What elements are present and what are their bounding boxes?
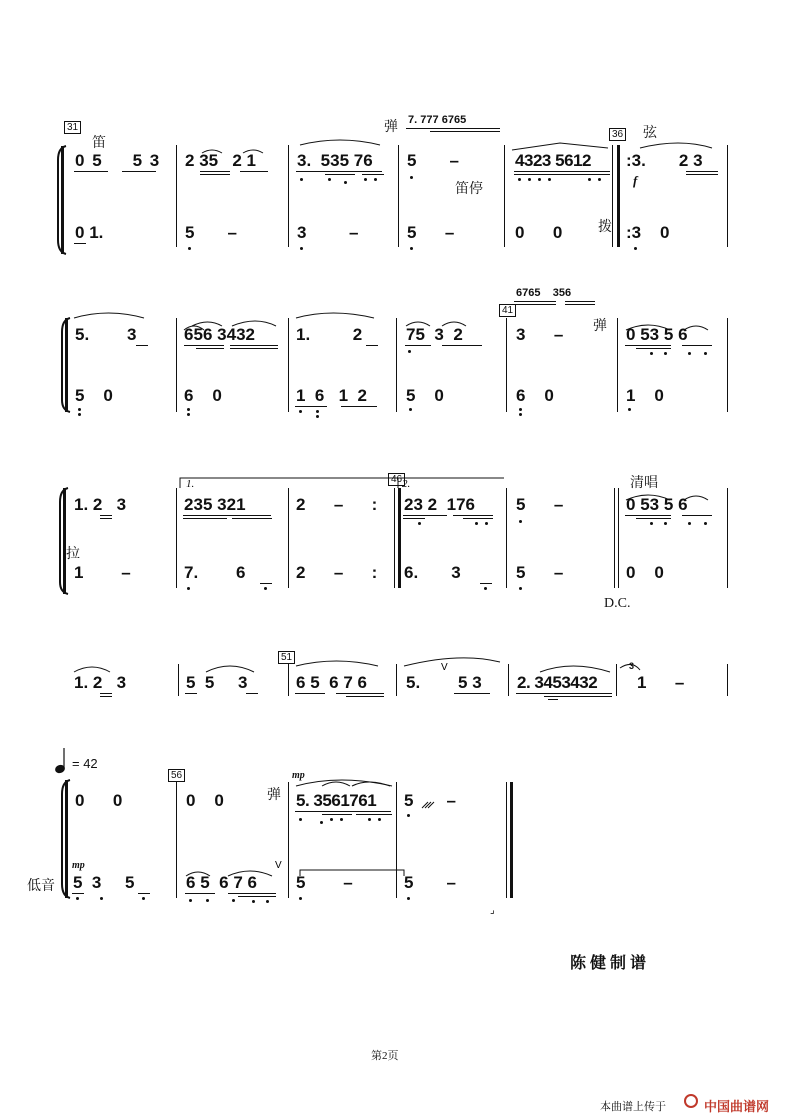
measure-48-upper: 0 53 5 6 — [626, 495, 688, 514]
measure-number: 31 — [64, 121, 81, 134]
measure-number: 51 — [278, 651, 295, 664]
measure-58-upper: 5 – — [404, 791, 456, 810]
measure-58-lower: 5 – — [404, 873, 456, 892]
measure-51: 6 5 6 7 6 — [296, 673, 367, 692]
dynamic-f: f — [633, 173, 638, 188]
measure-number: 41 — [499, 304, 516, 317]
measure-40-lower: 5 0 — [406, 386, 444, 405]
da-capo: D.C. — [604, 596, 631, 611]
measure-34-upper: 5 – — [407, 151, 459, 170]
measure-52: 5. 5 3 — [406, 673, 482, 692]
svg-text:⌟: ⌟ — [490, 905, 495, 916]
dynamic-mp: mp — [72, 860, 85, 871]
measure-38-upper: 656 3432 — [184, 325, 256, 344]
measure-37-lower: 5 0 — [75, 386, 113, 405]
volta-1-label: 1. — [186, 478, 195, 490]
measure-40-upper: 75 3 2 — [406, 325, 463, 344]
technique-label-la: 拉 — [66, 546, 80, 562]
measure-49: 1. 2 3 — [74, 673, 127, 692]
site-logo-icon — [684, 1094, 698, 1108]
measure-56-lower: 6 5 6 7 6 — [186, 873, 257, 892]
measure-54: 1 – — [637, 673, 685, 692]
instrument-label-di: 笛 — [92, 135, 106, 151]
measure-number: 56 — [168, 769, 185, 782]
measure-36-lower: :3 0 — [626, 223, 670, 242]
measure-50: 5 5 3 — [186, 673, 248, 692]
technique-label-di-ting: 笛停 — [455, 181, 483, 197]
measure-55-lower: 5 3 5 — [73, 873, 135, 892]
measure-42-upper: 0 53 5 6 — [626, 325, 688, 344]
measure-33-lower: 3 – — [297, 223, 359, 242]
measure-43-upper: 1. 2 3 — [74, 495, 127, 514]
site-name[interactable]: 中国曲谱网 — [704, 1100, 770, 1115]
technique-label-tan: 弹 — [593, 318, 607, 334]
instrument-label-diyin: 低音 — [27, 878, 55, 894]
measure-32-upper: 2 35 2 1 — [185, 151, 256, 170]
technique-label-bo: 拨 — [598, 219, 612, 235]
measure-56-upper: 0 0 — [186, 791, 224, 810]
measure-37-upper: 5. 3 — [75, 325, 137, 344]
grace-notes: 6765 356 — [516, 287, 572, 299]
measure-35-upper: 4323 5612 — [515, 151, 591, 170]
grace-notes: 7. 777 6765 — [408, 114, 467, 126]
measure-46-upper: 23 2 176 — [404, 495, 475, 514]
measure-55-upper: 0 0 — [75, 791, 123, 810]
measure-57-upper: 5. 3561761 — [296, 791, 377, 810]
measure-41-lower: 6 0 — [516, 386, 554, 405]
measure-46-lower: 6. 3 — [404, 563, 461, 582]
dynamic-mp: mp — [292, 770, 305, 781]
measure-45-upper: 2 – : — [296, 495, 378, 514]
measure-39-upper: 1. 2 — [296, 325, 363, 344]
measure-number: 46 — [388, 473, 405, 486]
measure-48-lower: 0 0 — [626, 563, 664, 582]
measure-34-lower: 5 – — [407, 223, 455, 242]
tuplet-marker: 3 — [629, 661, 635, 671]
footer-upload-text: 本曲谱上传于 — [600, 1100, 666, 1113]
svg-text:V: V — [441, 662, 448, 673]
measure-number: 36 — [609, 128, 626, 141]
measure-43-lower: 1 – — [74, 563, 131, 582]
page-number: 第2页 — [371, 1050, 399, 1062]
measure-42-lower: 1 0 — [626, 386, 664, 405]
measure-36-upper: :3. 2 3 — [626, 151, 703, 170]
instrument-label-xian: 弦 — [643, 125, 657, 141]
measure-33-upper: 3. 535 76 — [297, 151, 373, 170]
measure-38-lower: 6 0 — [184, 386, 222, 405]
measure-45-lower: 2 – : — [296, 563, 378, 582]
svg-text:V: V — [275, 860, 282, 871]
measure-31-upper: 0 5 5 3 — [75, 151, 160, 170]
measure-44-lower: 7. 6 — [184, 563, 246, 582]
measure-47-upper: 5 – — [516, 495, 564, 514]
measure-57-lower: 5 – — [296, 873, 353, 892]
technique-label-tan: 弹 — [384, 119, 398, 135]
transcriber-signature: 陈健制谱 — [570, 953, 651, 972]
measure-41-upper: 3 – — [516, 325, 564, 344]
measure-53: 2. 3453432 — [517, 673, 598, 692]
technique-label-qingchang: 清唱 — [630, 475, 658, 491]
measure-39-lower: 1 6 1 2 — [296, 386, 367, 405]
volta-2-label: 2. — [402, 478, 411, 490]
measure-44-upper: 235 321 — [184, 495, 246, 514]
technique-label-tan: 弹 — [267, 787, 281, 803]
measure-31-lower: 0 1. — [75, 223, 104, 242]
measure-35-lower: 0 0 — [515, 223, 563, 242]
measure-47-lower: 5 – — [516, 563, 564, 582]
tempo-marking: = 42 — [72, 756, 98, 771]
measure-32-lower: 5 – — [185, 223, 237, 242]
